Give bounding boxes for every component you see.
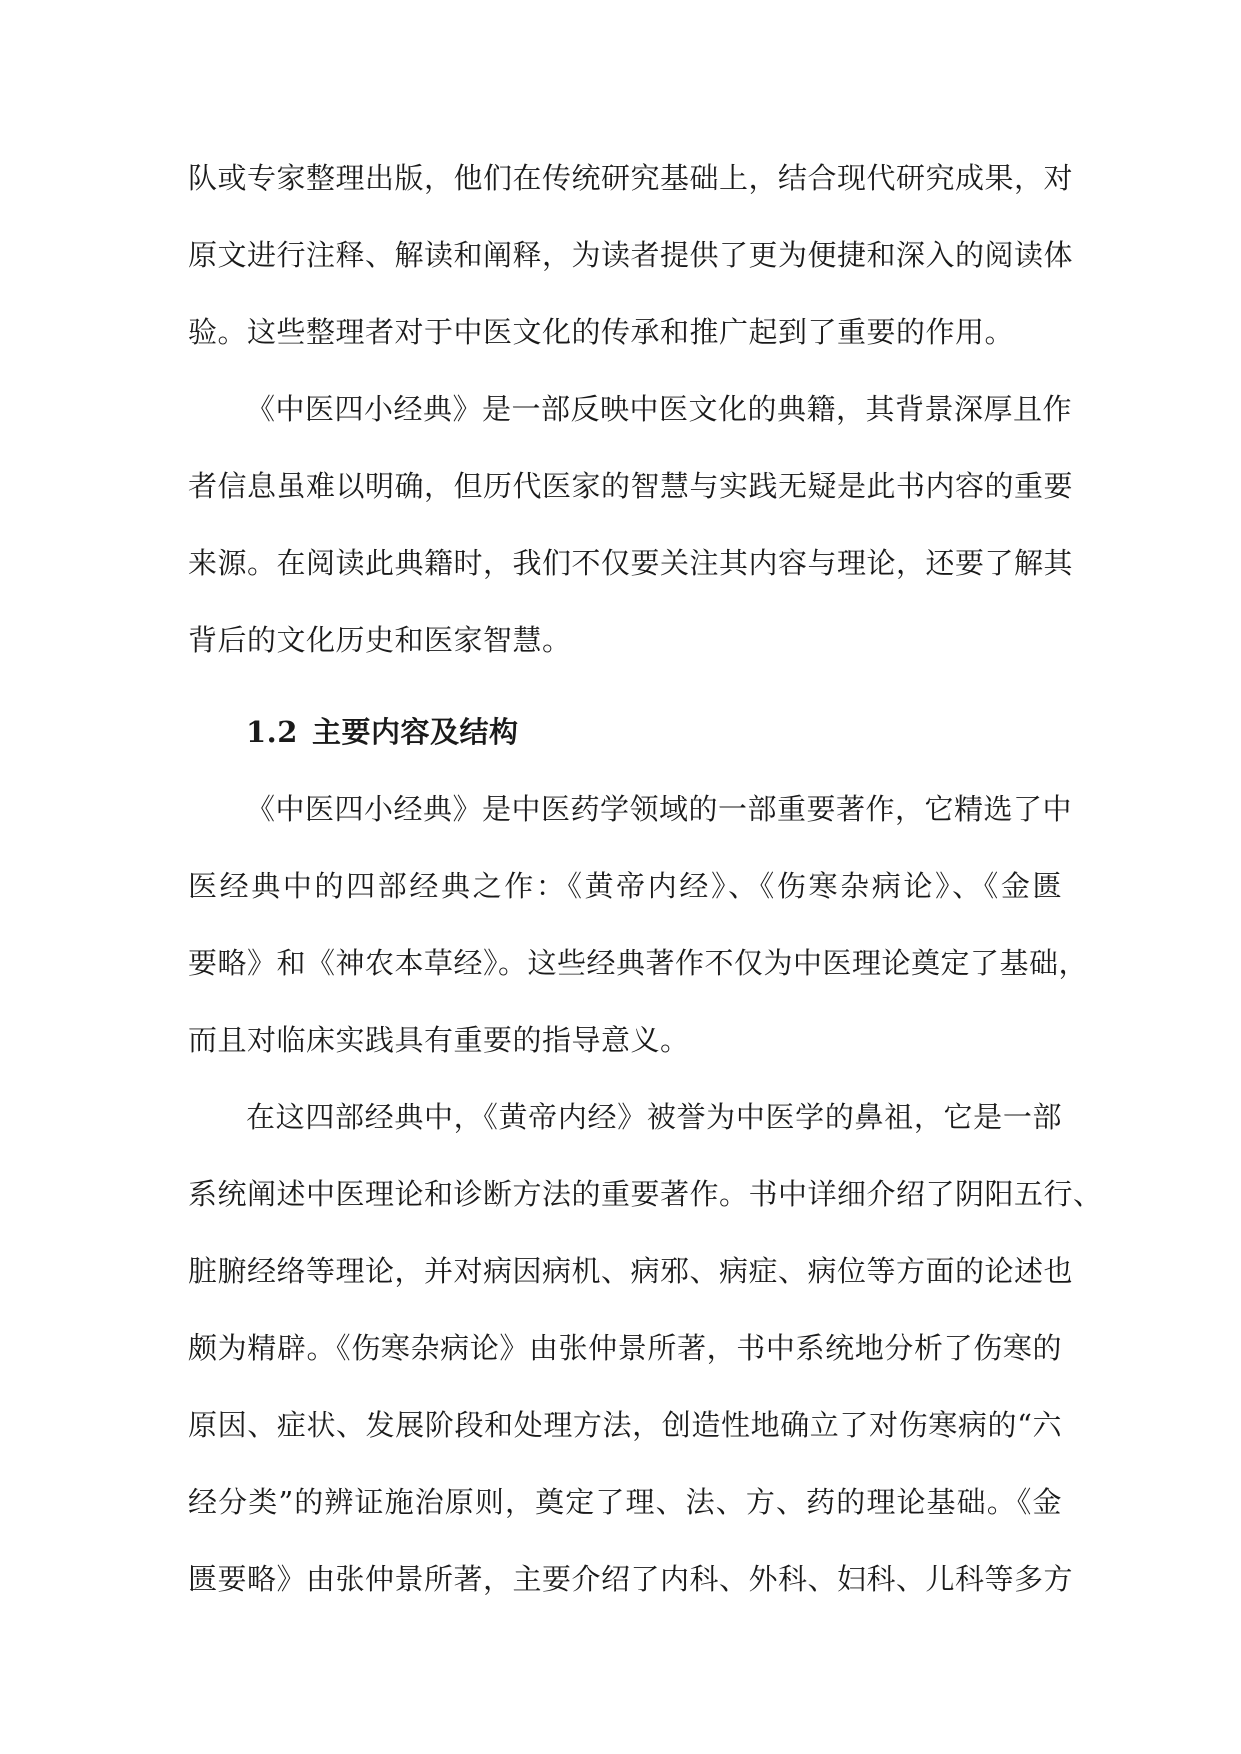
paragraph-2 — [188, 371, 1074, 679]
paragraph-line: 在这四部经典中，《黄帝内经》被誉为中医学的鼻祖，它是一部 — [246, 1100, 1062, 1134]
paragraph-line: 验。这些整理者对于中医文化的传承和推广起到了重要的作用。 — [188, 315, 1015, 349]
paragraph-line: 经分类”的辨证施治原则，奠定了理、法、方、药的理论基础。《金 — [188, 1485, 1062, 1519]
paragraph-line: 者信息虽难以明确，但历代医家的智慧与实践无疑是此书内容的重要 — [188, 469, 1074, 503]
paragraph-line: 要略》和《神农本草经》。这些经典著作不仅为中医理论奠定了基础， — [188, 946, 1089, 980]
paragraph-line: 系统阐述中医理论和诊断方法的重要著作。书中详细介绍了阴阳五行、 — [188, 1177, 1103, 1211]
paragraph-line: 医经典中的四部经典之作：《黄帝内经》、《伤寒杂病论》、《金匮 — [188, 869, 1062, 903]
paragraph-line: 队或专家整理出版，他们在传统研究基础上，结合现代研究成果，对 — [188, 161, 1074, 195]
section-number: 1.2 — [246, 715, 298, 749]
section-title: 主要内容及结构 — [311, 715, 519, 749]
paragraph-line: 原文进行注释、解读和阐释，为读者提供了更为便捷和深入的阅读体 — [188, 238, 1074, 272]
paragraph-3 — [188, 771, 1089, 1079]
paragraph-line: 背后的文化历史和医家智慧。 — [188, 623, 572, 657]
paragraph-1 — [188, 140, 1074, 371]
paragraph-line: 匮要略》由张仲景所著，主要介绍了内科、外科、妇科、儿科等多方 — [188, 1562, 1074, 1596]
paragraph-line: 来源。在阅读此典籍时，我们不仅要关注其内容与理论，还要了解其 — [188, 546, 1074, 580]
paragraph-line: 原因、症状、发展阶段和处理方法，创造性地确立了对伤寒病的“六 — [188, 1408, 1062, 1442]
paragraph-line: 脏腑经络等理论，并对病因病机、病邪、病症、病位等方面的论述也 — [188, 1254, 1074, 1288]
section-heading — [246, 702, 518, 762]
paragraph-line: 而且对临床实践具有重要的指导意义。 — [188, 1023, 690, 1057]
paragraph-line: 颇为精辟。《伤寒杂病论》由张仲景所著，书中系统地分析了伤寒的 — [188, 1331, 1062, 1365]
paragraph-line: 《中医四小经典》是中医药学领域的一部重要著作，它精选了中 — [246, 792, 1073, 826]
paragraph-line: 《中医四小经典》是一部反映中医文化的典籍，其背景深厚且作 — [246, 392, 1073, 426]
paragraph-4 — [188, 1079, 1103, 1618]
